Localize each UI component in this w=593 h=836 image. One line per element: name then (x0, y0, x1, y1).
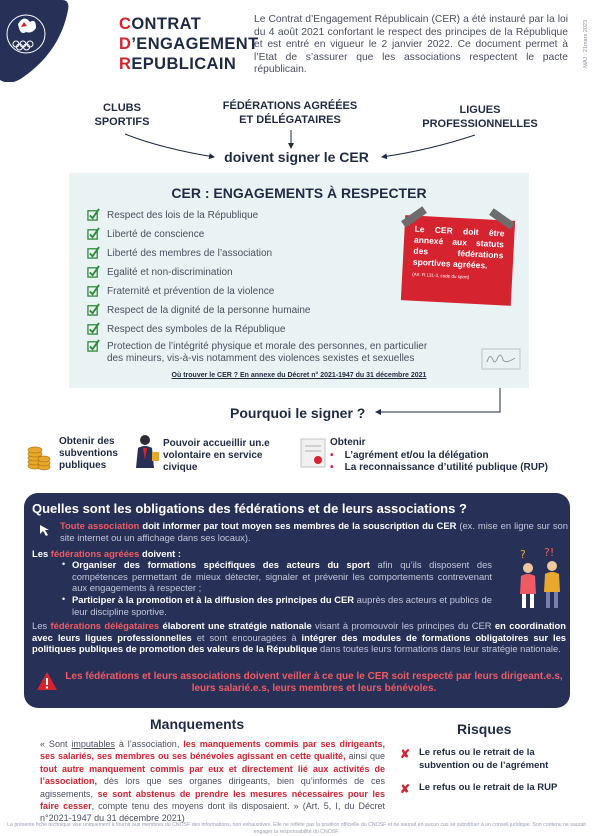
checkbox-icon (87, 265, 100, 278)
obligation-agreed-lead: Les fédérations agréées doivent : (32, 548, 182, 559)
cer-location-link[interactable]: Où trouver le CER ? En annexe du Décret n° 2021-1947 du 31 décembre 2021 (171, 372, 427, 379)
sticky-note: Le CER doit être annexé aux statuts des fédérations sportives agréées. (Art. R.131-3, code du sport) (401, 215, 515, 306)
signatory-clubs: CLUBS SPORTIFS (94, 102, 150, 128)
why-sign-title: Pourquoi le signer ? (230, 405, 366, 421)
footer-disclaimer: La présente fiche technique vise uniquement à fournir aux membres du CNOSF des informations, non exhaustives. Elle ne reflète pas la position officielle du CNOSF et ne saurait en aucun cas se substituer à un conseil juridique. Son contenu ne saurait engager la responsabilité du CNOSF. (7, 822, 586, 835)
cnosf-logo (0, 0, 70, 82)
obligation-delegated: Les fédérations délégataires élaborent une stratégie nationale visant à promouvoir les principes du CER en coordination avec leurs ligues professionnelles et sont encouragées à intégrer des modules de formations obligatoires sur les politiques publiques de promotion des valeurs de la République dans toutes leurs formations dans leur stratégie nationale. (32, 620, 567, 655)
checkbox-icon (87, 284, 100, 297)
cursor-icon (38, 523, 52, 537)
checkbox-icon (87, 246, 100, 259)
bullet-dot: • (62, 594, 66, 604)
obligation-information: Toute association doit informer par tout moyen ses membres de la souscription du CER (ex. mise en ligne sur son site internet ou un affichage dans ses locaux). (60, 520, 568, 543)
obligation-bullet-training: Organiser des formations spécifiques des acteurs du sport afin qu’ils disposent des compétences permettant de mieux détecter, signaler et prévenir les comportements contrevenant aux engagements à respecter ; (72, 559, 492, 594)
svg-text:?: ? (520, 548, 526, 561)
checkbox-icon (87, 208, 100, 221)
people-question-icon (514, 548, 568, 612)
obtain-item: La reconnaissance d’utilité publique (RUP) (344, 462, 549, 473)
obligation-bullet-promotion: Participer à la promotion et à la diffusion des principes du CER auprès des acteurs et publics de leur discipline sportive. (72, 594, 492, 617)
checkbox-icon (87, 322, 100, 335)
benefit-obtain-title: Obtenir (330, 437, 366, 448)
checkbox-icon (87, 227, 100, 240)
manquements-text: « Sont imputables à l’association, les manquements commis par ses dirigeants, ses salariés, ses membres ou ses bénévoles agissant en cette qualité, ainsi que tout autre manquement commis par eux et directement lié aux activités de l’association, dès lors que ses organes dirigeants, bien qu’informés de ces agissements, se sont abstenus de prendre les mesures nécessaires pour les faire cesser, compte tenu des moyens dont ils disposaient. » (Art. 5, I, du Décret n°2021-1947 du 31 décembre 2021) (40, 739, 386, 824)
cross-icon: ✘ (400, 782, 411, 796)
bullet-dot: • (62, 559, 66, 569)
manquements-title: Manquements (150, 716, 245, 732)
intro-text: Le Contrat d’Engagement Républicain (CER) a été instauré par la loi du 4 août 2021 confortant le respect des principes de la République et est entré en vigueur le 2 janvier 2022. Ce document permet à l’Etat de s’assurer que les associations respectent le pacte républicain. (254, 14, 568, 76)
cross-icon: ✘ (400, 747, 411, 761)
certificate-icon (298, 436, 328, 470)
signatory-ligues: LIGUES PROFESSIONNELLES (422, 104, 538, 130)
benefit-subsidies: Obtenir des subventions publiques (59, 436, 118, 471)
update-date: MAJ : 21mars 2023 (583, 20, 589, 68)
obligations-panel (24, 493, 570, 708)
page-title: CONTRAT D’ENGAGEMENT REPUBLICAIN (119, 15, 259, 73)
volunteer-icon (134, 434, 160, 472)
coins-icon (27, 438, 51, 472)
obligation-warning: Les fédérations et leurs associations doivent veiller à ce que le CER soit respecté par leurs dirigeant.e.s, leurs salarié.e.s, leurs membres et leurs bénévoles. (65, 671, 563, 694)
benefit-civic-service: Pouvoir accueillir un.e volontaire en service civique (163, 438, 270, 473)
svg-text:?!: ?! (544, 548, 555, 559)
checkbox-icon (87, 303, 100, 316)
obligations-title: Quelles sont les obligations des fédérations et de leurs associations ? (32, 501, 467, 516)
cer-title: CER : ENGAGEMENTS À RESPECTER (171, 185, 427, 201)
cer-commitments-box: CER : ENGAGEMENTS À RESPECTER Respect des lois de la République Liberté de conscience Liberté des membres de l’association Egalité et non-discrimination Fraternité et prévention de la violence Respect de la dignité de la personne humaine Respect des symboles de la République Protection de l’intégrité physique et morale des personnes, en particulier des mineurs, vis-à-vis notamment des violences sexistes et sexuelles Le CER doit être annexé aux statuts des fédérations sportives agréées. (Art. R.131-3, code du sport) Où trouver le CER ? En annexe du Décret n° 2021-1947 du 31 décembre 2021 (69, 173, 529, 388)
risques-title: Risques (457, 721, 512, 737)
signature-icon (481, 348, 521, 370)
warning-icon (36, 671, 58, 691)
must-sign-label: doivent signer le CER (224, 149, 369, 165)
obtain-item: L’agrément et/ou la délégation (344, 450, 489, 461)
checkbox-icon (87, 339, 100, 352)
signatory-federations: FÉDÉRATIONS AGRÉÉES ET DÉLÉGATAIRES (222, 100, 358, 126)
